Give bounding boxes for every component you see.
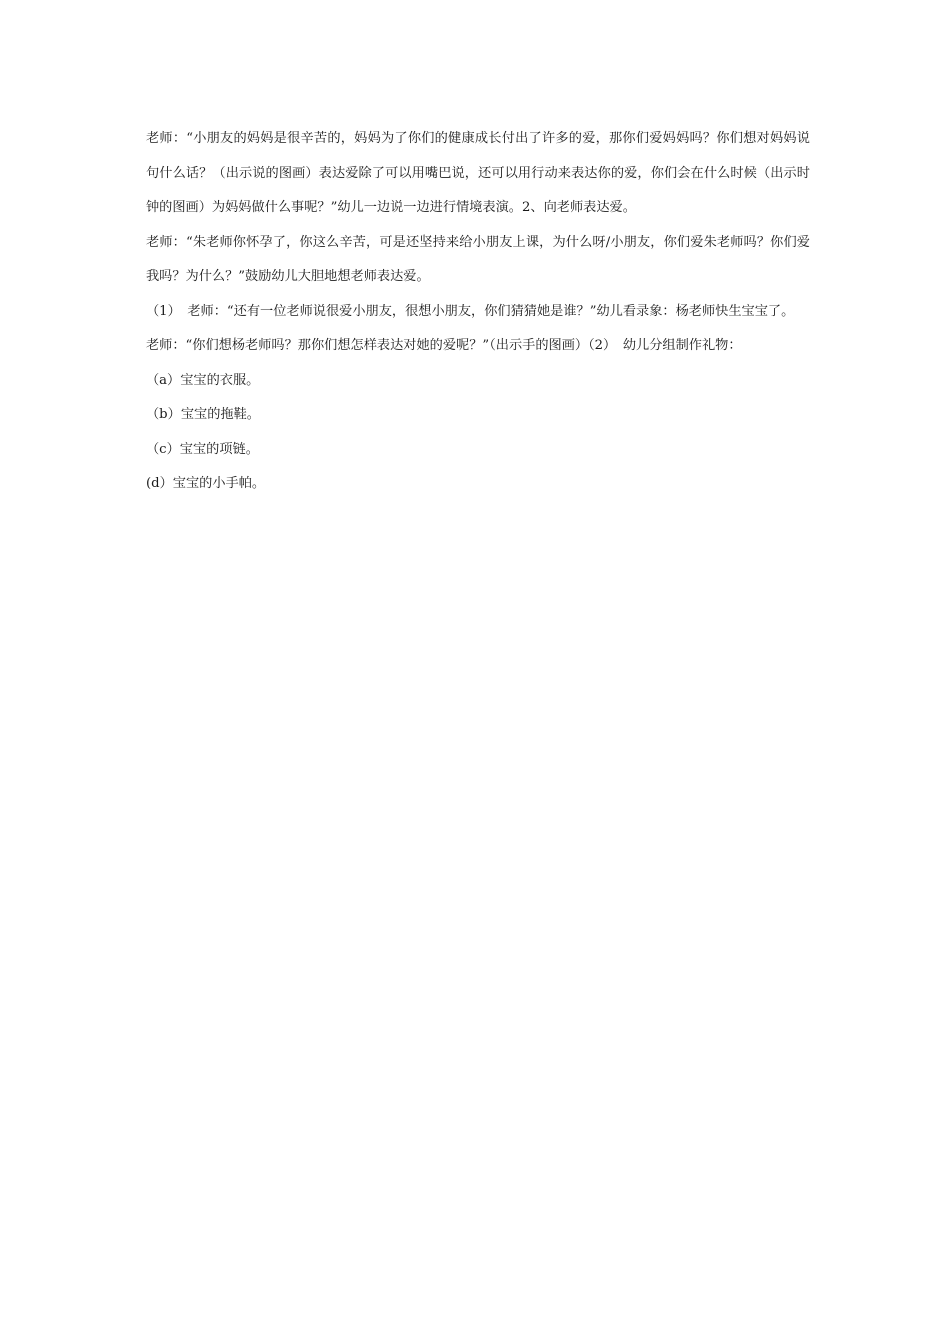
list-item-necklace: （c）宝宝的项链。 [146, 441, 259, 457]
paragraph-mother-love: 老师：“小朋友的妈妈是很辛苦的，妈妈为了你们的健康成长付出了许多的爱，那你们爱妈妈吗？你们想对妈妈说句什么话？（出示说的图画）表达爱除了可以用嘴巴说，还可以用行动来表达你的爱，你们会在什么时候（出示时钟的图画）为妈妈做什么事呢？”幼儿一边说一边进行情境表演。2、向老师表达爱。 [146, 131, 810, 215]
list-item-clothes: （a）宝宝的衣服。 [146, 372, 260, 388]
paragraph-express-love: 老师：“你们想杨老师吗？那你们想怎样表达对她的爱呢？”（出示手的图画）（2） 幼儿分组制作礼物： [146, 338, 742, 353]
document-page [146, 122, 810, 502]
list-item-slippers: （b）宝宝的拖鞋。 [146, 407, 260, 422]
paragraph-teacher-zhu: 老师：“朱老师你怀孕了，你这么辛苦，可是还坚持来给小朋友上课，为什么呀/小朋友，你们爱朱老师吗？你们爱我吗？为什么？”鼓励幼儿大胆地想老师表达爱。 [146, 234, 810, 284]
list-item-handkerchief: (d）宝宝的小手帕。 [146, 476, 266, 491]
paragraph-teacher-yang: （1） 老师：“还有一位老师说很爱小朋友，很想小朋友，你们猜猜她是谁？”幼儿看录象：杨老师快生宝宝了。 [146, 303, 795, 319]
